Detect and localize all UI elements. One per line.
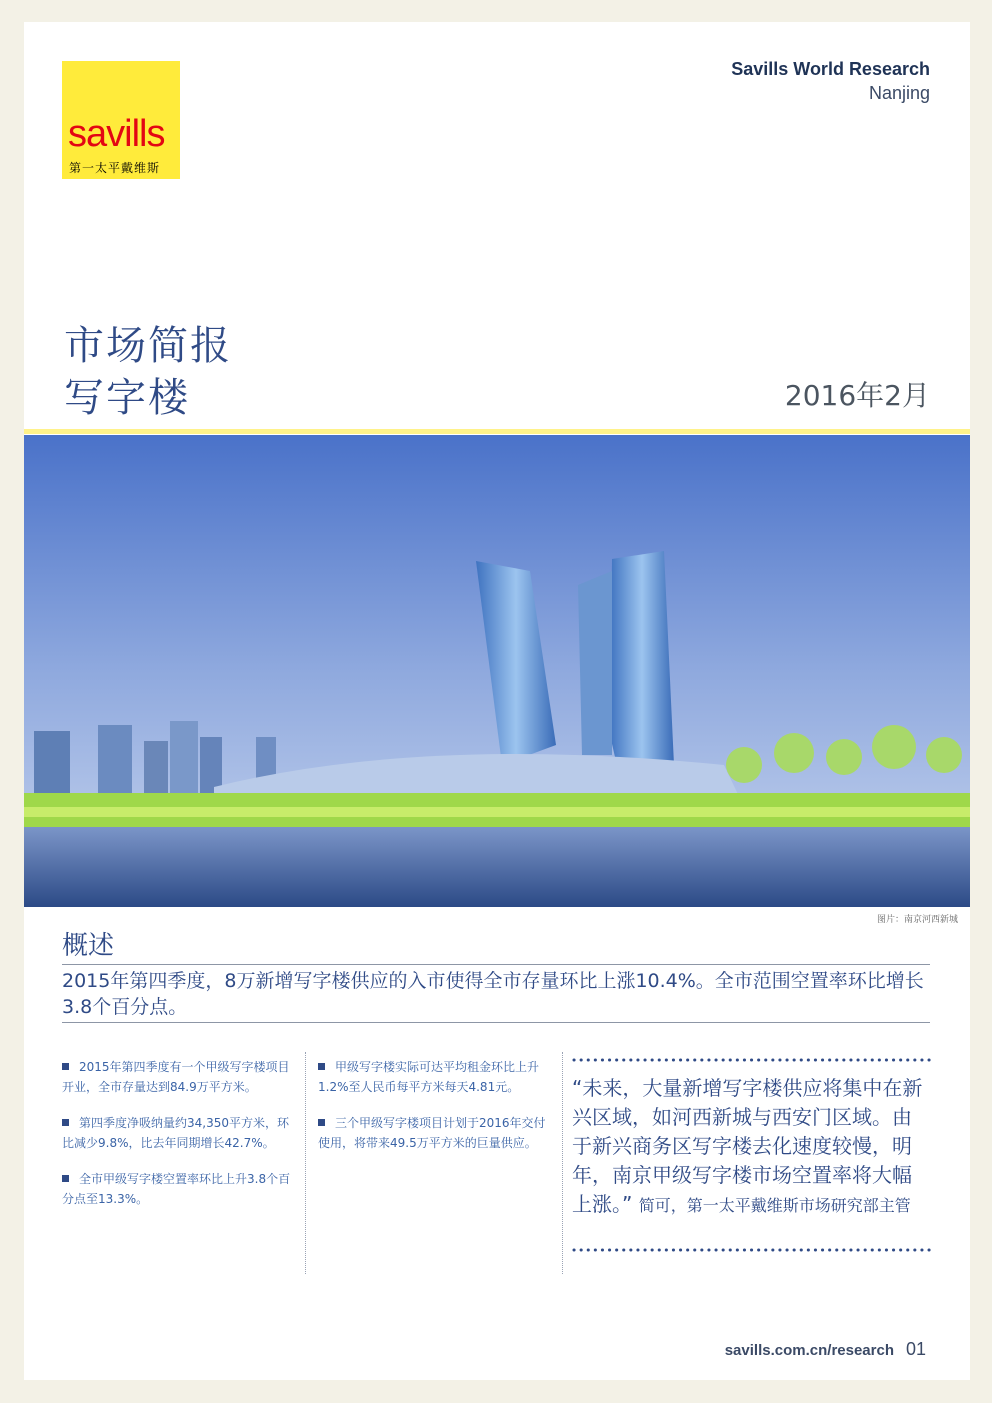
quote-top-dots (572, 1058, 934, 1062)
square-bullet-icon (318, 1119, 325, 1126)
page-number: 01 (905, 1339, 926, 1359)
column-divider (305, 1052, 306, 1274)
savills-logo (62, 61, 180, 179)
bullet-text: 2015年第四季度有一个甲级写字楼项目开业，全市存量达到84.9万平方米。 (62, 1060, 290, 1094)
bullet-item (62, 1113, 294, 1153)
bullet-text: 第四季度净吸纳量约34,350平方米，环比减少9.8%，比去年同期增长42.7%。 (62, 1116, 289, 1150)
report-date: 2016年2月 (784, 379, 930, 412)
overview-summary: 2015年第四季度，8万新增写字楼供应的入市使得全市存量环比上涨10.4%。全市范围空置率环比增长3.8个百分点。 (62, 970, 924, 1018)
bullet-text: 甲级写字楼实际可达平均租金环比上升1.2%至人民币每平方米每天4.81元。 (318, 1060, 540, 1094)
overview-top-rule (62, 964, 930, 965)
header-divider (24, 429, 970, 434)
square-bullet-icon (62, 1175, 69, 1182)
report-subtitle: 写字楼 (64, 375, 190, 421)
bullet-text: 三个甲级写字楼项目计划于2016年交付使用，将带来49.5万平方米的巨量供应。 (318, 1116, 546, 1150)
brand-city: Nanjing (868, 83, 930, 103)
bullet-item (318, 1113, 550, 1153)
report-page (24, 22, 970, 1380)
overview-bottom-rule (62, 1022, 930, 1023)
footer-link[interactable]: savills.com.cn/research (724, 1342, 894, 1359)
bullet-item (318, 1057, 550, 1097)
bullet-column-2 (318, 1057, 550, 1169)
photo-caption: 图片：南京河西新城 (876, 915, 958, 925)
logo-chinese-name: 第一太平戴维斯 (69, 161, 161, 175)
quote-author: 简可，第一太平戴维斯市场研究部主管 (638, 1196, 911, 1215)
hero-photo (24, 435, 970, 907)
brand-title: Savills World Research (731, 59, 930, 79)
bullet-item (62, 1057, 294, 1097)
logo-wordmark: savills (68, 113, 165, 155)
overview-heading: 概述 (62, 931, 115, 961)
bullet-column-1 (62, 1057, 294, 1225)
column-divider (562, 1052, 563, 1274)
report-title: 市场简报 (64, 323, 232, 369)
bullet-text: 全市甲级写字楼空置率环比上升3.8个百分点至13.3%。 (62, 1172, 291, 1206)
pull-quote (572, 1074, 928, 1220)
quote-bottom-dots (572, 1248, 934, 1252)
quote-text: “未来，大量新增写字楼供应将集中在新兴区域，如河西新城与西安门区域。由于新兴商务区写字楼去化速度较慢，明年，南京甲级写字楼市场空置率将大幅上涨。” (572, 1076, 923, 1216)
square-bullet-icon (62, 1119, 69, 1126)
square-bullet-icon (62, 1063, 69, 1070)
bullet-item (62, 1169, 294, 1209)
square-bullet-icon (318, 1063, 325, 1070)
